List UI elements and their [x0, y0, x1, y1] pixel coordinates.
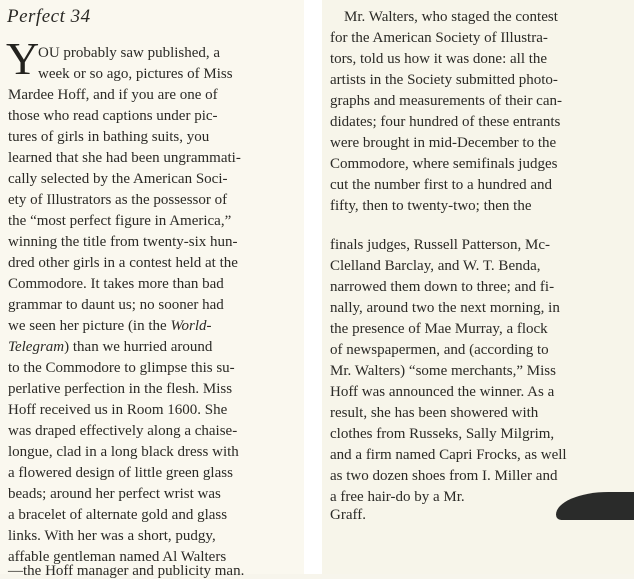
left-line: learned that she had been ungrammati- — [8, 150, 241, 166]
right-line: narrowed them down to three; and fi- — [330, 279, 555, 295]
left-line: tures of girls in bathing suits, you — [8, 129, 210, 145]
right-line: graphs and measurements of their can- — [330, 93, 562, 109]
right-line: nally, around two the next morning, in — [330, 300, 560, 316]
right-line: result, she has been showered with — [330, 405, 539, 421]
right-line: Commodore, where semifinals judges — [330, 156, 558, 172]
right-line: Mr. Walters) “some merchants,” Miss — [330, 363, 556, 379]
right-line: Mr. Walters, who staged the contest — [344, 9, 558, 25]
left-line: Commodore. It takes more than bad — [8, 276, 224, 292]
left-line: Mardee Hoff, and if you are one of — [8, 87, 218, 103]
right-line: didates; four hundred of these entrants — [330, 114, 561, 130]
right-line: of newspapermen, and (according to — [330, 342, 549, 358]
left-line: —the Hoff manager and publicity man. — [8, 563, 245, 579]
left-line: grammar to daunt us; no sooner had — [8, 297, 224, 313]
left-line: affable gentleman named Al Walters — [8, 549, 227, 565]
right-line: fifty, then to twenty-two; then the — [330, 198, 532, 214]
column-gutter — [304, 0, 322, 574]
left-line: ety of Illustrators as the possessor of — [8, 192, 228, 208]
right-line: Graff. — [330, 507, 366, 523]
left-line: a bracelet of alternate gold and glass — [8, 507, 228, 523]
right-line: as two dozen shoes from I. Miller and — [330, 468, 558, 484]
left-line: perlative perfection in the flesh. Miss — [8, 381, 233, 397]
right-line: tors, told us how it was done: all the — [330, 51, 548, 67]
left-line: winning the title from twenty-six hun- — [8, 234, 238, 250]
left-line: dred other girls in a contest held at the — [8, 255, 238, 271]
right-line: for the American Society of Illustra- — [330, 30, 548, 46]
left-line: links. With her was a short, pudgy, — [8, 528, 216, 544]
right-line: were brought in mid-December to the — [330, 135, 557, 151]
right-line: the presence of Mae Murray, a flock — [330, 321, 548, 337]
left-line: we seen her picture (in the World- — [8, 318, 212, 334]
article-title: Perfect 34 — [7, 6, 91, 27]
left-line: beads; around her perfect wrist was — [8, 486, 221, 502]
left-line: those who read captions under pic- — [8, 108, 218, 124]
right-line: artists in the Society submitted photo- — [330, 72, 558, 88]
right-line: cut the number first to a hundred and — [330, 177, 553, 193]
right-line: Clelland Barclay, and W. T. Benda, — [330, 258, 541, 274]
left-line: the “most perfect figure in America,” — [8, 213, 232, 229]
left-line: to the Commodore to glimpse this su- — [8, 360, 235, 376]
left-line: a flowered design of little green glass — [8, 465, 233, 481]
left-line: longue, clad in a long black dress with — [8, 444, 239, 460]
right-line: a free hair-do by a Mr. — [330, 489, 465, 505]
right-line: and a firm named Capri Frocks, as well — [330, 447, 567, 463]
left-line: Telegram) than we hurried around — [8, 339, 213, 355]
left-line: Hoff received us in Room 1600. She — [8, 402, 228, 418]
left-line: week or so ago, pictures of Miss — [38, 66, 233, 82]
right-line: clothes from Russeks, Sally Milgrim, — [330, 426, 555, 442]
left-line: OU probably saw published, a — [38, 45, 221, 61]
right-line: Hoff was announced the winner. As a — [330, 384, 555, 400]
left-line: cally selected by the American Soci- — [8, 171, 228, 187]
left-line: was draped effectively along a chaise- — [8, 423, 238, 439]
right-line: finals judges, Russell Patterson, Mc- — [330, 237, 550, 253]
drop-cap: Y — [6, 33, 40, 84]
